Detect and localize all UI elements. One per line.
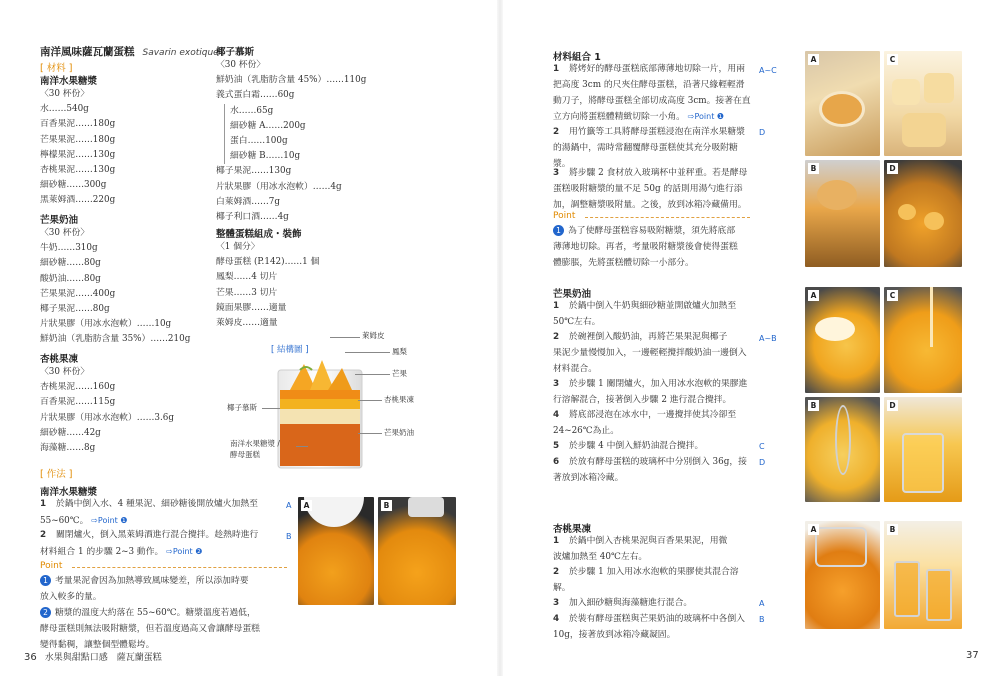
materials-tag: [ 材料 ]	[40, 63, 73, 74]
label-coconut-mousse: 椰子慕斯	[227, 403, 257, 412]
ingredient-line: 海藻糖……8g	[40, 443, 96, 454]
pour-stream	[930, 287, 933, 347]
ingredient-line: 鏡面果膠……適量	[216, 302, 287, 313]
step-text: 把高度 3cm 的尺夾住酵母蛋糕，沿著尺緣輕輕滑	[553, 79, 745, 90]
photo-label: A	[301, 500, 312, 511]
ingredient-line: 鮮奶油（乳脂肪含量 45%）……110g	[216, 75, 367, 86]
ingredient-line: 椰子果泥……80g	[40, 304, 110, 315]
step-number: 1	[40, 499, 47, 509]
ingredient-line: 杏桃果泥……160g	[40, 382, 116, 393]
step-text: 於步驟 1 加入用冰水泡軟的果膠使其混合溶	[569, 567, 739, 577]
label-lime-zest: 萊姆皮	[362, 331, 385, 340]
point-note-1	[40, 574, 290, 606]
photo-ref: A	[759, 599, 765, 608]
cake-bubble	[924, 212, 944, 230]
ingredient-line: 椰子利口酒……4g	[216, 212, 289, 223]
ingredient-line: 片狀果膠（用冰水泡軟）……10g	[40, 319, 172, 330]
ingredient-line: 黑萊姆酒……220g	[40, 195, 116, 206]
jelly-step-1	[553, 534, 753, 566]
mango-cream-ingredients	[40, 212, 190, 348]
label-mango: 芒果	[392, 369, 407, 378]
step-text: 加入細砂糖與海藻糖進行混合。	[569, 598, 693, 608]
ingredient-line: 酵母蛋糕 (P.142)……1 個	[216, 257, 320, 268]
ingredient-line: 細砂糖……42g	[40, 427, 101, 438]
step-text: 蛋糕吸附糖漿的量不足 50g 的話則用湯勺進行添	[553, 183, 743, 194]
ingredient-line: 鮮奶油（乳脂肪含量 35%）……210g	[40, 334, 191, 345]
step-number: 3	[553, 168, 560, 178]
photo-ref: D	[759, 128, 766, 137]
label-syrup-cake	[230, 438, 280, 460]
photo-cut-cakes	[884, 51, 962, 156]
cake-cube-shape	[892, 79, 920, 105]
ingredient-line: 片狀果膠（用冰水泡軟）……4g	[216, 181, 342, 192]
step-text: 果泥少量慢慢加入，一邊輕輕攪拌酸奶油一邊倒入	[553, 347, 747, 358]
point-divider	[72, 567, 287, 568]
syrup-list	[40, 87, 115, 209]
photo-label: D	[887, 400, 898, 411]
apricot-jelly-section-heading: 杏桃果凍	[553, 524, 592, 535]
assembly-step-1	[553, 62, 753, 126]
photo-jelly-mixing	[805, 521, 880, 629]
method-heading: 南洋水果糖漿	[40, 487, 98, 498]
step-text: 24~26℃為止。	[553, 425, 619, 436]
step-number: 3	[553, 598, 560, 608]
photo-pouring-milk	[884, 287, 962, 393]
step-number: 2	[553, 567, 560, 577]
step-text: 於鍋中倒入水、4 種果泥、細砂糖後開放爐火加熱至	[56, 499, 258, 509]
step-text: 動刀子，將酵母蛋糕全部切成高度 3cm。接著在直	[553, 95, 751, 106]
structure-diagram	[270, 360, 370, 472]
ingredient-line: 水……65g	[230, 105, 274, 116]
step-text: 的湯鍋中，需時常翻覆酵母蛋糕使其充分吸附糖	[553, 142, 738, 153]
label-pineapple: 鳳梨	[392, 347, 407, 356]
photo-label: A	[808, 54, 819, 65]
ingredient-line: 鳳梨……4 切片	[216, 272, 278, 283]
step-number: 5	[553, 441, 560, 451]
photo-label: D	[887, 163, 898, 174]
ingredient-line: 百香果泥……115g	[40, 397, 116, 408]
mango-step-4	[553, 408, 753, 440]
point-note-2	[40, 606, 290, 653]
sugar-bag-shape	[304, 497, 364, 527]
mango-cream-heading: 芒果奶油	[40, 215, 79, 226]
right-footer	[966, 650, 987, 661]
mango-cream-section-heading: 芒果奶油	[553, 289, 592, 300]
mango-step-3	[553, 377, 753, 409]
ingredient-line: 芒果果泥……400g	[40, 288, 116, 299]
dessert-glass-illustration	[270, 360, 370, 472]
point-reference-link[interactable]: ⇨Point ❶	[687, 112, 725, 122]
cake-cube-shape	[924, 73, 954, 103]
whisk-shape	[835, 405, 851, 475]
point-text: 放入較多的量。	[40, 591, 102, 602]
glass-shape	[926, 569, 952, 621]
step-text: 於步驟 1 關閉爐火，加入用冰水泡軟的果膠進	[569, 379, 748, 389]
step-number: 2	[40, 530, 47, 540]
assembly-list	[216, 240, 319, 331]
cup-shape	[408, 497, 444, 517]
photo-label: B	[808, 163, 819, 174]
mango-step-6	[553, 455, 753, 487]
photo-pouring-sugar	[298, 497, 374, 605]
point-text: 糖漿的溫度大約落在 55~60℃。糖漿溫度若過低，	[55, 608, 256, 618]
ingredient-line: 芒果……3 切片	[216, 287, 278, 298]
apricot-jelly-list	[40, 365, 174, 456]
page-number-left: 36	[24, 652, 37, 663]
apricot-jelly-qty: 〈30 杯份〉	[40, 367, 90, 377]
step-number: 4	[553, 614, 560, 624]
assembly-point-note	[553, 224, 753, 271]
mango-step-1	[553, 299, 753, 331]
meringue-subtree	[224, 104, 366, 165]
ingredient-line: 水……540g	[40, 104, 89, 115]
photo-pouring-rum	[378, 497, 456, 605]
step-text: 將烤好的酵母蛋糕底部薄薄地切除一片，用兩	[569, 64, 745, 74]
photo-ref: A~B	[759, 334, 777, 343]
photo-ref: A	[286, 501, 292, 510]
method-step-2	[40, 528, 275, 561]
ingredient-line: 芒果果泥……180g	[40, 134, 116, 145]
callout-line	[330, 337, 360, 338]
step-text: 將步驟 2 食材放入玻璃杯中並秤重。若是酵母	[569, 168, 748, 178]
left-footer	[24, 650, 162, 663]
step-text: 於放有酵母蛋糕的玻璃杯中分別倒入 36g，接	[569, 457, 747, 467]
jelly-step-3	[553, 596, 753, 612]
photo-cakes-in-syrup	[884, 160, 962, 267]
ingredient-line: 片狀果膠（用冰水泡軟）……3.6g	[40, 412, 174, 423]
step-text: 於裝有酵母蛋糕與芒果奶油的玻璃杯中各倒入	[569, 614, 745, 624]
syrup-qty: 〈30 杯份〉	[40, 89, 90, 99]
ingredient-line: 細砂糖……80g	[40, 258, 101, 269]
photo-ref: B	[759, 615, 765, 624]
label-mango-cream: 芒果奶油	[384, 428, 414, 437]
step-text: 將底部浸泡在冰水中，一邊攪拌使其冷卻至	[569, 410, 737, 420]
ingredient-line: 杏桃果泥……130g	[40, 165, 116, 176]
assembly-step-3	[553, 166, 753, 213]
step-text: 波爐加熱至 40℃左右。	[553, 551, 648, 562]
photo-label: C	[887, 54, 898, 65]
ingredient-line: 細砂糖……300g	[40, 180, 107, 191]
recipe-subtitle: Savarin exotique	[142, 48, 219, 58]
assembly-ingredients	[216, 226, 319, 331]
bowl-shape	[815, 527, 867, 567]
recipe-title	[40, 44, 219, 59]
cake-piece-shape	[819, 91, 865, 127]
recipe-title-text: 南洋風味薩瓦蘭蛋糕	[40, 46, 135, 58]
point-heading: Point	[40, 561, 63, 571]
label-syrup: 南洋水果糖漿 /	[230, 439, 280, 448]
coconut-mousse-qty: 〈30 杯份〉	[216, 60, 266, 70]
photo-glasses-jelly	[884, 521, 962, 629]
photo-label: B	[381, 500, 392, 511]
point-text: 體膨脹，先將蛋糕體切除一小部分。	[553, 257, 694, 268]
photo-mixing-sour-cream	[805, 287, 880, 393]
step-number: 3	[553, 379, 560, 389]
photo-ref: A~C	[759, 66, 777, 75]
point-number: 1	[40, 575, 51, 586]
photo-ref: D	[759, 458, 766, 467]
step-text: 加，調整糖漿吸附量。之後，放到冰箱冷藏備用。	[553, 199, 747, 210]
point-divider	[585, 217, 750, 218]
point-heading: Point	[553, 211, 576, 221]
label-savarin-cake: 酵母蛋糕	[230, 450, 260, 459]
photo-label: B	[887, 524, 898, 535]
photo-filling-glass	[884, 397, 962, 502]
callout-line	[355, 374, 390, 375]
mango-cream-list	[40, 226, 190, 348]
mango-cream-qty: 〈30 杯份〉	[40, 228, 90, 238]
ingredient-line: 萊姆皮……適量	[216, 318, 278, 329]
step-number: 1	[553, 301, 560, 311]
step-text: 於步驟 4 中倒入鮮奶油混合攪拌。	[569, 441, 704, 451]
photo-whisking	[805, 397, 880, 502]
assembly-qty: 〈1 個分〉	[216, 242, 260, 252]
step-text: 10g，接著放到冰箱冷藏凝固。	[553, 629, 676, 640]
coconut-mousse-heading: 椰子慕斯	[216, 47, 255, 58]
ingredient-line: 蛋白……100g	[230, 136, 288, 147]
method-tag: [ 作法 ]	[40, 469, 73, 480]
syrup-heading: 南洋水果糖漿	[40, 76, 98, 87]
cream-shape	[815, 317, 855, 341]
step-text: 漿。	[553, 158, 571, 169]
point-number: 1	[553, 225, 564, 236]
step-text: 於鍋中倒入牛奶與細砂糖並開啟爐火加熱至	[569, 301, 737, 311]
photo-label: C	[887, 290, 898, 301]
callout-line	[296, 446, 308, 447]
step-text: 用竹籤等工具將酵母蛋糕浸泡在南洋水果糖漿	[569, 127, 745, 137]
step-text: 材料混合。	[553, 363, 597, 374]
callout-line	[358, 400, 382, 401]
ingredient-line: 檸檬果泥……130g	[40, 149, 116, 160]
cake-shape	[817, 180, 857, 210]
photo-cutting-cake	[805, 51, 880, 156]
coconut-mousse-list	[216, 58, 366, 225]
callout-line	[358, 433, 382, 434]
point-number: 2	[40, 607, 51, 618]
step-number: 2	[553, 127, 560, 137]
ingredient-line: 百香果泥……180g	[40, 119, 116, 130]
photo-label: A	[808, 524, 819, 535]
method-step-1	[40, 497, 275, 530]
ingredient-line: 細砂糖 A……200g	[230, 120, 306, 131]
photo-label: B	[808, 400, 819, 411]
step-number: 2	[553, 332, 560, 342]
point-text: 變得黏稠，讓整個型體鬆垮。	[40, 639, 155, 650]
step-text: 50℃左右。	[553, 316, 601, 327]
photo-label: A	[808, 290, 819, 301]
label-apricot-jelly: 杏桃果凍	[384, 395, 414, 404]
point-reference-link[interactable]: ⇨Point ❷	[166, 546, 203, 556]
running-footer: 水果與甜點口感 薩瓦蘭蛋糕	[44, 653, 162, 663]
coconut-mousse-ingredients	[216, 44, 366, 225]
photo-ref: B	[286, 532, 292, 541]
step-text: 於鍋中倒入杏桃果泥與百香果果泥，用微	[569, 536, 728, 546]
glass-shape	[902, 433, 944, 493]
ingredient-line: 義式蛋白霜……60g	[216, 90, 295, 101]
step-text: 於碗裡倒入酸奶油，再將芒果果泥與椰子	[569, 332, 728, 342]
step-text: 55~60℃。	[40, 515, 89, 526]
apricot-jelly-ingredients	[40, 351, 174, 456]
mango-step-2	[553, 330, 753, 377]
photo-soaking-cake	[805, 160, 880, 267]
ingredient-line: 酸奶油……80g	[40, 273, 101, 284]
structure-diagram-title: [ 結構圖 ]	[271, 345, 309, 355]
step-text: 行溶解混合，接著倒入步驟 2 進行混合攪拌。	[553, 394, 732, 405]
callout-line	[345, 352, 390, 353]
step-text: 材料組合 1 的步驟 2~3 動作。	[40, 546, 164, 557]
step-text: 著放到冰箱冷藏。	[553, 472, 624, 483]
step-number: 1	[553, 536, 560, 546]
step-number: 1	[553, 64, 560, 74]
callout-line	[262, 408, 280, 409]
cake-bubble	[898, 204, 916, 220]
ingredient-line: 椰子果泥……130g	[216, 166, 292, 177]
left-page	[0, 0, 497, 676]
point-reference-link[interactable]: ⇨Point ❶	[91, 515, 128, 525]
point-text: 酵母蛋糕則無法吸附糖漿，但若溫度過高又會讓酵母蛋糕	[40, 623, 260, 634]
point-text: 薄薄地切除。再者，考量吸附糖漿後會使得蛋糕	[553, 241, 738, 252]
step-text: 關閉爐火，倒入黑萊姆酒進行混合攪拌。趁熱時進行	[56, 530, 259, 540]
right-page	[503, 0, 1000, 676]
photo-ref: C	[759, 442, 765, 451]
step-text: 立方向將蛋糕體精緻切除一小角。	[553, 112, 685, 123]
step-number: 4	[553, 410, 560, 420]
ingredient-line: 白萊姆酒……7g	[216, 196, 281, 207]
mango-step-5	[553, 439, 753, 455]
jelly-step-2	[553, 565, 753, 597]
page-number-right: 37	[966, 650, 979, 661]
point-text: 為了使酵母蛋糕容易吸附糖漿，須先將底部	[568, 226, 736, 236]
glass-shape	[894, 561, 920, 617]
assembly-section-heading: 材料組合 1	[553, 52, 601, 63]
cake-cube-shape	[902, 113, 946, 147]
ingredient-line: 牛奶……310g	[40, 243, 98, 254]
apricot-jelly-heading: 杏桃果凍	[40, 354, 79, 365]
jelly-step-4	[553, 612, 753, 644]
point-text: 考量果泥會因為加熱導致風味變差，所以添加時要	[55, 576, 249, 586]
step-text: 解。	[553, 582, 571, 593]
syrup-ingredients	[40, 73, 115, 209]
step-number: 6	[553, 457, 560, 467]
ingredient-line: 細砂糖 B……10g	[230, 151, 301, 162]
assembly-heading: 整體蛋糕組成・裝飾	[216, 229, 302, 240]
